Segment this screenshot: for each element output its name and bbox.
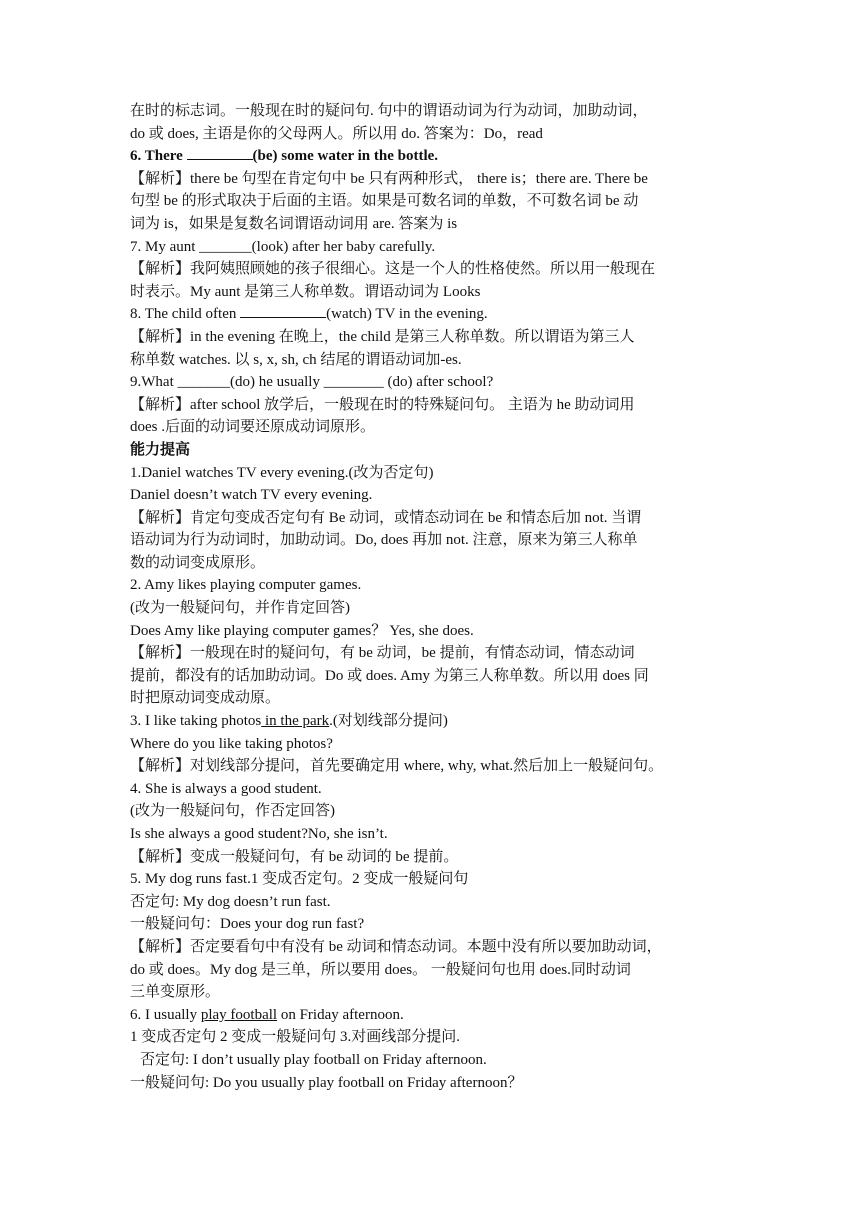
analysis-line: 【解析】there be 句型在肯定句中 be 只有两种形式， there is；there are. There be	[130, 170, 648, 187]
instruction-line: (改为一般疑问句，并作肯定回答)	[130, 600, 350, 617]
analysis-line: 【解析】我阿姨照顾她的孩子很细心。这是一个人的性格使然。所以用一般现在	[130, 261, 656, 278]
underlined-phrase: in the park	[261, 713, 330, 730]
q-part: on Friday afternoon.	[277, 1006, 404, 1023]
text-line: 语动词为行为动词时，加助动词。Do, does 再加 not. 注意，原来为第三人称单	[130, 532, 638, 549]
underlined-phrase: play football	[200, 1006, 278, 1023]
fill-blank	[187, 145, 253, 160]
question-9: 9.What _______(do) he usually ________ (do) after school?	[130, 374, 494, 391]
question-7: 7. My aunt _______(look) after her baby carefully.	[130, 238, 436, 255]
analysis-line: 【解析】肯定句变成否定句有 Be 动词，或情态动词在 be 和情态后加 not. 当谓	[130, 509, 642, 526]
q-part: 6. I usually	[130, 1006, 201, 1023]
analysis-line: 【解析】after school 放学后，一般现在时的特殊疑问句。 主语为 he 助动词用	[130, 396, 635, 413]
answer-line: 否定句: I don’t usually play football on Friday afternoon.	[140, 1051, 487, 1068]
text-line: 三单变原形。	[130, 984, 221, 1001]
exercise-5: 5. My dog runs fast.1 变成否定句。2 变成一般疑问句	[130, 871, 469, 888]
q-part: 8. The child often	[130, 306, 241, 323]
answer-line: 一般疑问句：Does your dog run fast?	[130, 916, 365, 933]
answer-line: Daniel doesn’t watch TV every evening.	[130, 487, 373, 504]
q-part: 6. There	[130, 148, 187, 165]
analysis-line: 【解析】变成一般疑问句，有 be 动词的 be 提前。	[130, 848, 459, 865]
exercise-4: 4. She is always a good student.	[130, 780, 322, 797]
exercise-1: 1.Daniel watches TV every evening.(改为否定句)	[130, 464, 434, 481]
answer-line: 一般疑问句: Do you usually play football on Friday afternoon？	[130, 1074, 523, 1091]
q-part: .(对划线部分提问)	[329, 713, 448, 730]
instruction-line: 1 变成否定句 2 变成一般疑问句 3.对画线部分提问.	[130, 1029, 461, 1046]
text-line: 称单数 watches. 以 s, x, sh, ch 结尾的谓语动词加-es.	[130, 351, 462, 368]
answer-line: Is she always a good student?No, she isn’t.	[130, 826, 388, 842]
text-line: 时表示。My aunt 是第三人称单数。谓语动词为 Looks	[130, 283, 481, 300]
question-8	[130, 303, 732, 326]
instruction-line: (改为一般疑问句，作否定回答)	[130, 803, 335, 820]
fill-blank	[240, 303, 326, 318]
text-line: 提前，都没有的话加助动词。Do 或 does. Amy 为第三人称单数。所以用 does 同	[130, 667, 649, 684]
text-line: 句型 be 的形式取决于后面的主语。如果是可数名词的单数，不可数名词 be 动	[130, 193, 639, 210]
text-line: 词为 is，如果是复数名词谓语动词用 are. 答案为 is	[130, 215, 458, 232]
q-part: 3. I like taking photos	[130, 713, 262, 730]
analysis-line: 【解析】否定要看句中有没有 be 动词和情态动词。本题中没有所以要加助动词，	[130, 938, 662, 955]
text-line: 数的动词变成原形。	[130, 554, 266, 571]
document-body	[130, 100, 732, 1094]
q-part: (watch) TV in the evening.	[326, 306, 488, 323]
answer-line: 否定句: My dog doesn’t run fast.	[130, 893, 331, 910]
text-line: do 或 does。My dog 是三单，所以要用 does。 一般疑问句也用 does.同时动词	[130, 961, 631, 978]
text-line: 在时的标志词。一般现在时的疑问句. 句中的谓语动词为行为动词，加助动词，	[130, 103, 648, 119]
answer-line: Where do you like taking photos?	[130, 735, 333, 752]
section-heading: 能力提高	[130, 441, 191, 458]
question-6-there	[130, 145, 732, 168]
text-line: does .后面的动词要还原成动词原形。	[130, 419, 375, 436]
analysis-line: 【解析】in the evening 在晚上，the child 是第三人称单数。所以谓语为第三人	[130, 328, 635, 345]
exercise-2: 2. Amy likes playing computer games.	[130, 577, 362, 594]
exercise-6	[130, 1004, 732, 1027]
text-line: 时把原动词变成动原。	[130, 690, 281, 707]
exercise-3	[130, 710, 732, 733]
q-part: (be) some water in the bottle.	[252, 148, 439, 165]
analysis-line: 【解析】一般现在时的疑问句，有 be 动词，be 提前，有情态动词，情态动词	[130, 645, 635, 662]
text-line: do 或 does, 主语是你的父母两人。所以用 do. 答案为：Do，read	[130, 125, 543, 142]
answer-line: Does Amy like playing computer games？ Yes, she does.	[130, 622, 474, 639]
analysis-line: 【解析】对划线部分提问，首先要确定用 where, why, what.然后加上一般疑问句。	[130, 758, 664, 775]
